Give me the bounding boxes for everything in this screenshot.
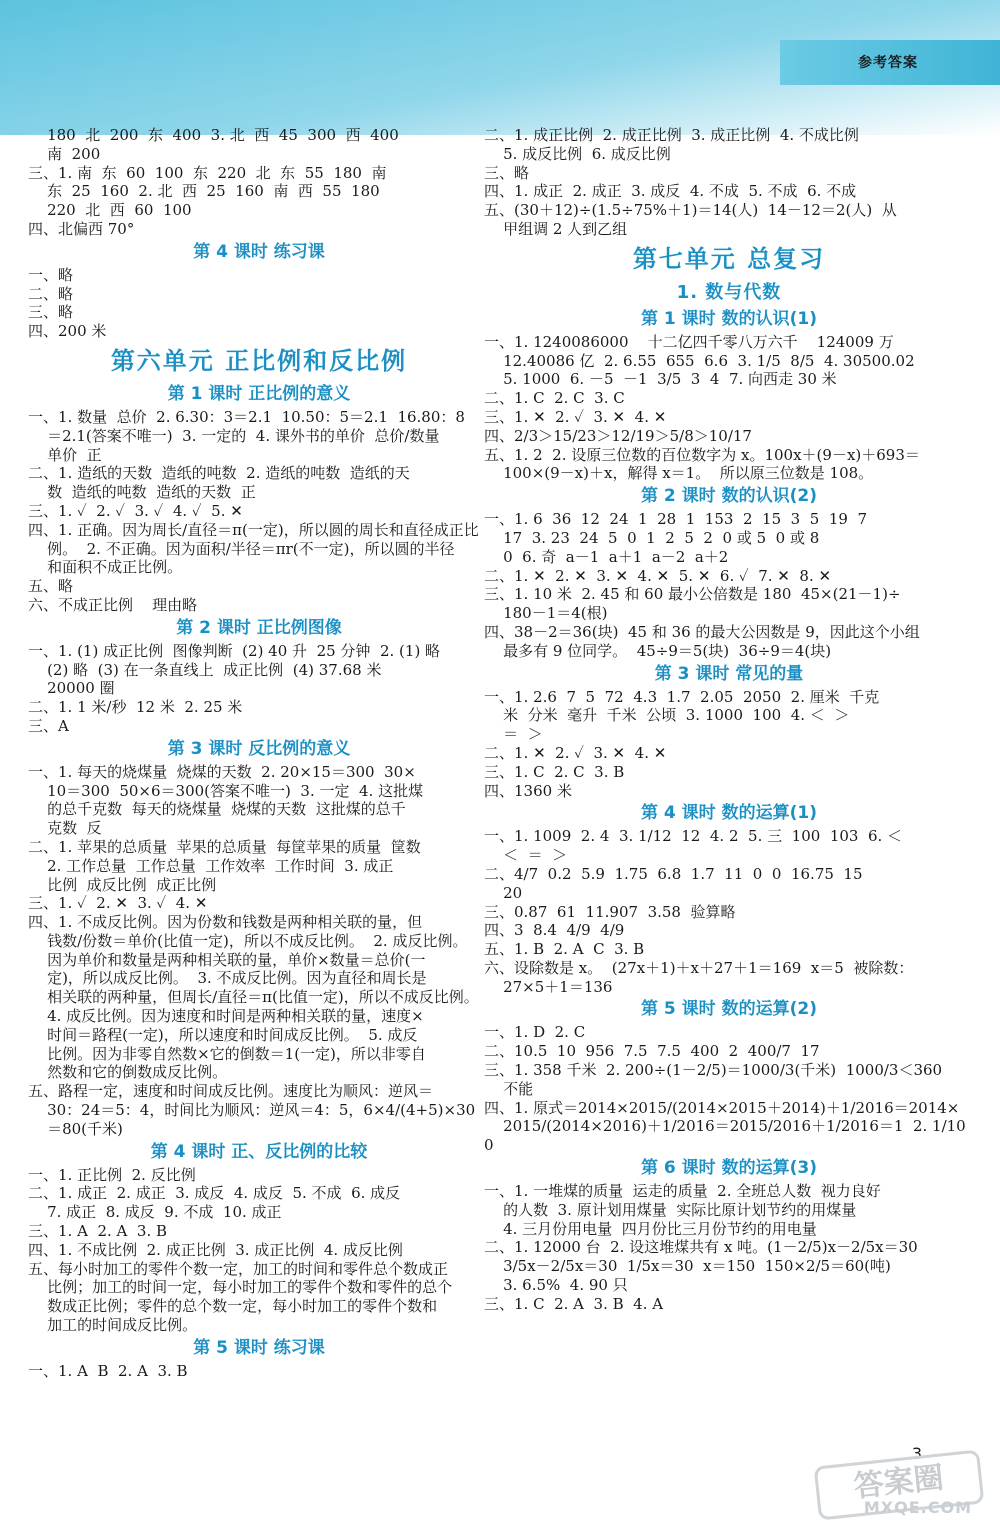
answer-line: 一、1. 1240086000 十二亿四千零八万六千 124009 万 [484,332,894,351]
answer-line: 一、1. A B 2. A 3. B [28,1361,188,1380]
section-heading: 1. 数与代数 [676,281,782,303]
answer-line: 100×(9－x)＋x，解得 x＝1。 所以原三位数是 108。 [484,464,874,483]
answer-line: 2. 工作总量 工作总量 工作效率 工作时间 3. 成正 [28,856,394,875]
answer-line: 5. 1000 6. －5 －1 3/5 3 4 7. 向西走 30 米 [484,370,837,389]
answer-line: 二、1. ✕ 2. ✕ 3. ✕ 4. ✕ 5. ✕ 6. ✓ 7. ✕ 8. ✕ [484,566,832,585]
answer-line: 三、1. 10 米 2. 45 和 60 最小公倍数是 180 45×(21－1)÷ [484,585,901,604]
answer-line: 最多有 9 位同学。 45÷9＝5(块) 36÷9＝4(块) [484,641,832,660]
answer-line: 10＝300 50×6＝300(答案不唯一) 3. 一定 4. 这批煤 [28,781,424,800]
answer-line: 一、1. 2.6 7 5 72 4.3 1.7 2.05 2050 2. 厘米 千克 [484,687,880,706]
answer-line: 一、1. 正比例 2. 反比例 [28,1165,196,1184]
answer-line: 四、2/3＞15/23＞12/19＞5/8＞10/17 [484,426,752,445]
watermark-site: MXQE.COM [863,1498,972,1517]
answer-line: 二、1. C 2. C 3. C [484,389,625,408]
answer-line: 数 造纸的吨数 造纸的天数 正 [28,483,256,502]
answer-line: 一、1. 数量 总价 2. 6.30：3＝2.1 10.50：5＝2.1 16.80：8 [28,407,465,426]
answer-line: 180－1＝4(根) [484,604,608,623]
answer-line: 六、不成正比例 理由略 [28,595,198,614]
answer-line: 一、1. 6 36 12 24 1 28 1 153 2 15 3 5 19 7 [484,510,868,529]
lesson-heading: 第 5 课时 数的运算(2) [641,999,817,1020]
answer-line: 二、1. 苹果的总质量 苹果的总质量 每筐苹果的质量 筐数 [28,837,421,856]
answer-line: 三、1. C 2. C 3. B [484,762,625,781]
answer-line: (2) 略 (3) 在一条直线上 成正比例 (4) 37.68 米 [28,660,382,679]
answer-line: 7. 成正 8. 成反 9. 不成 10. 成正 [28,1203,282,1222]
page-header-title: 参考答案 [858,55,918,71]
answer-line: 五、(30＋12)÷(1.5÷75%＋1)＝14(人) 14－12＝2(人) 从 [484,201,897,220]
answer-line: 四、38－2＝36(块) 45 和 36 的最大公因数是 9，因此这个小组 [484,622,920,641]
answer-line: 2015/(2014×2016)＋1/2016＝2015/2016＋1/2016＝1 2. 1/100 [484,1117,966,1155]
answer-line: 单价 正 [28,445,102,464]
answer-line: 的人数 3. 原计划用煤量 实际比原计划节约的用煤量 [484,1200,857,1219]
answer-line: 比例。因为非零自然数×它的倒数＝1(一定)，所以非零自 [28,1044,426,1063]
answer-line: 17 3. 23 24 5 0 1 2 5 2 0 或 5 0 或 8 [484,528,820,547]
answer-line: 4. 三月份用电量 四月份比三月份节约的用电量 [484,1219,817,1238]
answer-line: 三、1. ✕ 2. ✓ 3. ✕ 4. ✕ [484,407,667,426]
answer-line: 二、1. 成正 2. 成正 3. 成反 4. 成反 5. 不成 6. 成反 [28,1184,401,1203]
answer-line: 数成正比例；零件的总个数一定，每小时加工的零件个数和 [28,1297,438,1316]
answer-line: 东 25 160 2. 北 西 25 160 南 西 55 180 [28,182,380,201]
answer-line: 四、1. 不成反比例。因为份数和钱数是两种相关联的量，但 [28,913,423,932]
answer-line: 五、略 [28,577,74,596]
answer-line: 五、1. B 2. A C 3. B [484,940,645,959]
answer-line: 五、路程一定，速度和时间成反比例。速度比为顺风：逆风＝ [28,1082,434,1101]
answer-line: 四、200 米 [28,322,107,341]
answer-line: 0 6. 奇 a－1 a＋1 a－2 a＋2 [484,547,729,566]
answer-line: 四、1. 正确。因为周长/直径＝π(一定)，所以圆的周长和直径成正比 [28,520,479,539]
answer-line: 三、1. ✓ 2. ✓ 3. ✓ 4. ✓ 5. ✕ [28,501,243,520]
answer-line: 的总千克数 每天的烧煤量 烧煤的天数 这批煤的总千 [28,800,406,819]
answer-line: 一、1. D 2. C [484,1023,586,1042]
lesson-heading: 第 3 课时 常见的量 [654,663,804,684]
answer-line: 五、1. 2 2. 设原三位数的百位数字为 x。100x＋(9－x)＋693＝ [484,445,920,464]
answer-line: 一、1. 每天的烧煤量 烧煤的天数 2. 20×15＝300 30× [28,762,416,781]
answer-line: 5. 成反比例 6. 成反比例 [484,144,671,163]
answer-line: 克数 反 [28,819,102,838]
lesson-heading: 第 1 课时 正比例的意义 [167,383,351,404]
lesson-heading: 第 2 课时 正比例图像 [176,617,342,638]
lesson-heading: 第 2 课时 数的认识(2) [641,486,817,507]
answer-line: 27×5＋1＝136 [484,977,613,996]
answer-line: 比例 成反比例 成正比例 [28,875,217,894]
answer-line: 三、1. 南 东 60 100 东 220 北 东 55 180 南 [28,163,387,182]
answer-line: 和面积不成正比例。 [28,558,183,577]
unit-heading: 第七单元 总复习 [632,244,826,273]
answer-line: 时间＝路程(一定)，所以速度和时间成反比例。 5. 成反 [28,1025,418,1044]
answer-line: 20 [484,883,523,902]
answer-line: 四、1. 成正 2. 成正 3. 成反 4. 不成 5. 不成 6. 不成 [484,182,857,201]
answer-line: 四、1. 不成比例 2. 成正比例 3. 成正比例 4. 成反比例 [28,1240,403,1259]
answer-line: 三、1. C 2. A 3. B 4. A [484,1294,664,1313]
answer-line: 定)，所以成反比例。 3. 不成反比例。因为直径和周长是 [28,969,427,988]
answer-line: ＝2.1(答案不唯一) 3. 一定的 4. 课外书的单价 总价/数量 [28,426,440,445]
answer-line: 钱数/份数＝单价(比值一定)，所以不成反比例。 2. 成反比例。 [28,931,468,950]
answer-line: 相关联的两种量，但周长/直径＝π(比值一定)，所以不成反比例。 [28,988,479,1007]
lesson-heading: 第 4 课时 数的运算(1) [641,803,817,824]
lesson-heading: 第 4 课时 练习课 [193,241,325,262]
answer-line: 三、1. ✓ 2. ✕ 3. ✓ 4. ✕ [28,894,208,913]
answer-line: 三、略 [484,163,530,182]
answer-line: 二、4/7 0.2 5.9 1.75 6.8 1.7 11 0 0 16.75 15 [484,864,863,883]
lesson-heading: 第 3 课时 反比例的意义 [167,738,351,759]
answer-line: 220 北 西 60 100 [28,201,192,220]
answer-line: 3. 6.5% 4. 90 只 [484,1276,628,1295]
right-column [484,126,974,1314]
answer-line: 一、略 [28,265,74,284]
answer-line: 加工的时间成反比例。 [28,1316,198,1335]
answer-line: 三、1. A 2. A 3. B [28,1222,167,1241]
page-number: 3 [911,1444,922,1463]
answer-line: 二、1. 1 米/秒 12 米 2. 25 米 [28,698,243,717]
answer-line: 一、1. 1009 2. 4 3. 1/12 12 4. 2 5. 三 100 103 6. ＜ [484,827,903,846]
answer-line: 二、1. ✕ 2. ✓ 3. ✕ 4. ✕ [484,743,667,762]
answer-line: 三、略 [28,303,74,322]
lesson-heading: 第 6 课时 数的运算(3) [641,1158,817,1179]
answer-line: 六、设除数是 x。 (27x＋1)＋x＋27＋1＝169 x＝5 被除数： [484,958,914,977]
answer-line: 二、1. 12000 台 2. 设这堆煤共有 x 吨。(1－2/5)x－2/5x＝30 [484,1238,918,1257]
answer-line: 三、0.87 61 11.907 3.58 验算略 [484,902,736,921]
answer-line: 不能 [484,1079,534,1098]
answer-line: 20000 圈 [28,679,115,698]
lesson-heading: 第 4 课时 正、反比例的比较 [150,1141,368,1162]
answer-line: 四、3 8.4 4/9 4/9 [484,921,625,940]
answer-line: 3/5x－2/5x＝30 1/5x＝30 x＝150 150×2/5＝60(吨) [484,1257,891,1276]
answer-line: 一、1. (1) 成正比例 图像判断 (2) 40 升 25 分钟 2. (1) 略 [28,641,441,660]
answer-line: 例。 2. 不正确。因为面积/半径＝πr(不一定)，所以圆的半径 [28,539,455,558]
answer-line: ＝80(千米) [28,1119,123,1138]
lesson-heading: 第 1 课时 数的认识(1) [641,308,817,329]
answer-line: 五、每小时加工的零件个数一定，加工的时间和零件总个数成正 [28,1259,449,1278]
answer-line: 南 200 [28,144,101,163]
left-column [28,126,490,1381]
answer-line: 四、1360 米 [484,781,572,800]
answer-line: 二、1. 造纸的天数 造纸的吨数 2. 造纸的吨数 造纸的天 [28,464,410,483]
answer-line: 二、略 [28,284,74,303]
answer-line: 三、A [28,716,69,735]
answer-line: 因为单价和数量是两种相关联的量，单价×数量＝总价(一 [28,950,426,969]
unit-heading: 第六单元 正比例和反比例 [110,346,408,375]
answer-line: 4. 成反比例。因为速度和时间是两种相关联的量，速度× [28,1007,424,1026]
answer-line: 二、1. 成正比例 2. 成正比例 3. 成正比例 4. 不成比例 [484,126,859,144]
answer-line: 四、1. 原式＝2014×2015/(2014×2015＋2014)＋1/2016＝2014× [484,1098,960,1117]
answer-line: 12.40086 亿 2. 6.55 655 6.6 3. 1/5 8/5 4. 30500.02 [484,351,915,370]
answer-line: 甲组调 2 人到乙组 [484,219,628,238]
answer-line: 三、1. 358 千米 2. 200÷(1－2/5)＝1000/3(千米) 1000/3＜360 [484,1061,943,1080]
answer-line: 30：24＝5：4，时间比为顺风：逆风＝4：5，6×4/(4+5)×30 [28,1101,476,1120]
lesson-heading: 第 5 课时 练习课 [193,1337,325,1358]
answer-line: 一、1. 一堆煤的质量 运走的质量 2. 全班总人数 视力良好 [484,1182,881,1201]
answer-line: 米 分米 毫升 千米 公顷 3. 1000 100 4. ＜ ＞ [484,706,850,725]
answer-line: 然数和它的倒数成反比例。 [28,1063,228,1082]
answer-line: ＝ ＞ [484,725,543,744]
answer-line: 比例；加工的时间一定，每小时加工的零件个数和零件的总个 [28,1278,453,1297]
watermark-logo: 答案圈 [814,1449,985,1520]
answer-line: 四、北偏西 70° [28,219,135,238]
answer-line: 180 北 200 东 400 3. 北 西 45 300 西 400 [28,126,399,144]
answer-line: ＜ ＝ ＞ [484,846,568,865]
answer-line: 二、10.5 10 956 7.5 7.5 400 2 400/7 17 [484,1042,820,1061]
